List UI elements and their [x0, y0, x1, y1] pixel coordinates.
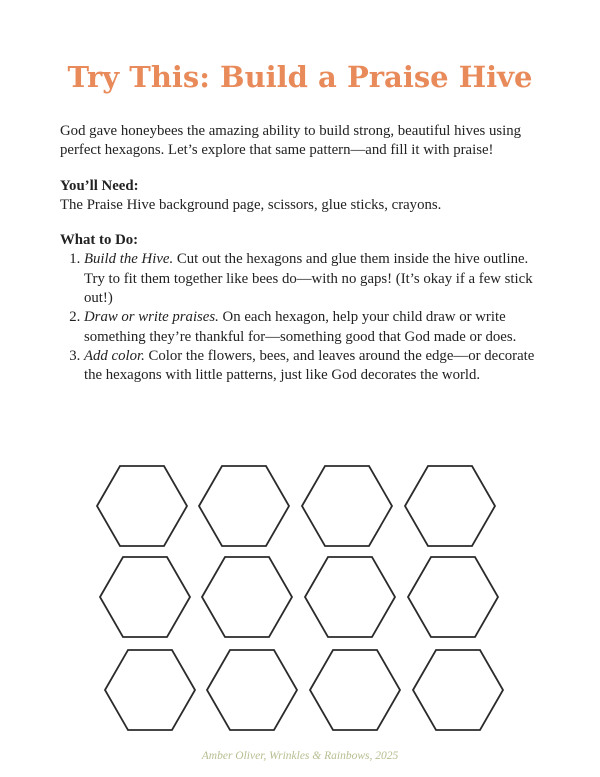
hexagon-shape	[310, 650, 400, 730]
step-text: On each hexagon, help your child draw or write something they’re thankful for—something good that God made or does.	[84, 309, 517, 345]
hexagon-shape	[305, 557, 395, 637]
step-lead: Build the Hive.	[84, 251, 174, 268]
step-lead: Add color.	[84, 347, 145, 364]
hexagon-shape	[199, 466, 289, 546]
instructions	[60, 122, 550, 386]
needs-text: The Praise Hive background page, scissors, glue sticks, crayons.	[60, 196, 442, 213]
steps-heading: What to Do:	[60, 232, 139, 249]
step-item	[84, 308, 550, 347]
needs-heading: You’ll Need:	[60, 177, 139, 194]
hexagon-shape	[302, 466, 392, 546]
hexagon-shape	[405, 466, 495, 546]
hexagon-shape	[207, 650, 297, 730]
page-title: Try This: Build a Praise Hive	[67, 60, 533, 94]
hexagon-shape	[413, 650, 503, 730]
hexagon-shape	[97, 466, 187, 546]
hexagon-cutouts	[0, 460, 600, 740]
intro-paragraph: God gave honeybees the amazing ability to build strong, beautiful hives using perfect hexagons. Let’s explore that same pattern—and fill it with praise!	[60, 123, 522, 159]
hexagon-shape	[408, 557, 498, 637]
step-item	[84, 347, 550, 386]
step-lead: Draw or write praises.	[84, 309, 219, 326]
hexagon-shape	[100, 557, 190, 637]
hexagon-shape	[105, 650, 195, 730]
footer-credit: Amber Oliver, Wrinkles & Rainbows, 2025	[201, 750, 399, 762]
hexagon-shape	[202, 557, 292, 637]
step-item	[84, 250, 550, 308]
step-text: Color the flowers, bees, and leaves around the edge—or decorate the hexagons with little patterns, just like God decorates the world.	[84, 347, 535, 384]
step-text: Cut out the hexagons and glue them inside the hive outline. Try to fit them together like bees do—with no gaps! (It’s okay if a few stick out!)	[84, 251, 533, 307]
steps-list	[60, 250, 550, 385]
